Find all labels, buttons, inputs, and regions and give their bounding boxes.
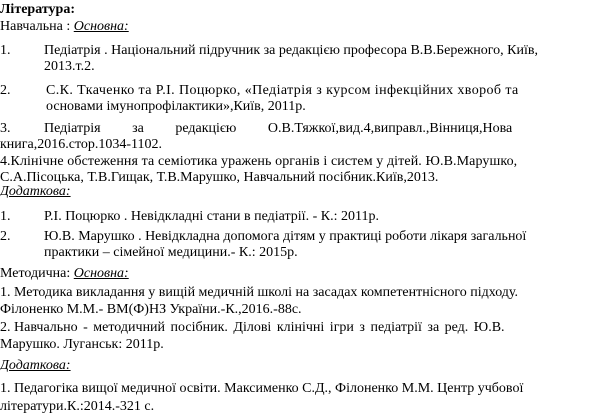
methodical-label: Методична: [0, 266, 71, 281]
literature-heading: Література: [0, 2, 75, 17]
item-number: 2. [0, 83, 11, 98]
additional-section-label: Додаткова: [0, 358, 71, 373]
list-item [0, 209, 379, 225]
item-text-continued: С.А.Пісоцька, Т.В.Гищак, Т.В.Марушко, Навчальний посібник.Київ,2013. [0, 170, 439, 185]
item-text: Навчально - методичний посібник. Ділові клінічні ігри з педіатрії за ред. Ю.В. [14, 320, 505, 335]
item-text-continued: літератури.К.:2014.-321 с. [0, 399, 155, 414]
list-item [0, 43, 538, 59]
item-text: Педіатрія . Національний підручник за редакцією професора В.В.Бережного, Київ, [44, 43, 538, 58]
item-text: Р.І. Поцюрко . Невідкладні стани в педіатрії. - К.: 2011р. [44, 209, 379, 224]
main-section-label: Основна: [73, 19, 129, 34]
item-text-continued: 2013.т.2. [44, 59, 95, 74]
item-number: 1. [0, 285, 11, 300]
item-text: Педагогіка вищої медичної освіти. Максименко С.Д., Філоненко М.М. Центр учбової [14, 381, 524, 396]
item-text: Методика викладання у вищій медичній школі на засадах компетентнісного підходу. [14, 285, 519, 300]
item-text: Клінічне обстеження та семіотика уражень органів і систем у дітей. Ю.В.Марушко, [10, 154, 518, 169]
item-number: 2. [0, 229, 11, 244]
item-number: 4. [0, 154, 11, 169]
item-number: 3. [0, 121, 11, 136]
list-item [0, 285, 518, 301]
item-number: 1. [0, 43, 11, 58]
educational-label: Навчальна : [0, 19, 71, 34]
item-text-continued: книга,2016.стор.1034-1102. [0, 137, 163, 152]
educational-main-heading [0, 19, 129, 35]
list-item [0, 121, 513, 137]
list-item [0, 83, 519, 99]
list-item [0, 320, 505, 336]
item-text-continued: основами імунопрофілактики»,Київ, 2011р. [46, 99, 306, 114]
list-item [0, 381, 523, 397]
list-item [0, 154, 517, 170]
item-number: 1. [0, 209, 11, 224]
additional-section-label: Додаткова: [0, 184, 71, 199]
item-text-continued: Філоненко М.М.- ВМ(Ф)НЗ України.-К.,2016.-88с. [0, 302, 302, 317]
item-number: 1. [0, 381, 11, 396]
item-text: Педіатрія за редакцією О.В.Тяжкої,вид.4,виправл.,Вінниця,Нова [44, 121, 513, 136]
item-text-continued: практики – сімейної медицини.- К.: 2015р. [44, 245, 298, 260]
main-section-label: Основна: [73, 266, 129, 281]
item-text: Ю.В. Марушко . Невідкладна допомога дітям у практиці роботи лікаря загальної [44, 229, 527, 244]
list-item [0, 229, 527, 245]
item-text-continued: Марушко. Луганськ: 2011р. [0, 337, 164, 352]
methodical-main-heading [0, 266, 129, 282]
item-number: 2. [0, 320, 11, 335]
item-text: С.К. Ткаченко та Р.І. Поцюрко, «Педіатрія з курсом інфекційних хвороб та [46, 83, 519, 98]
